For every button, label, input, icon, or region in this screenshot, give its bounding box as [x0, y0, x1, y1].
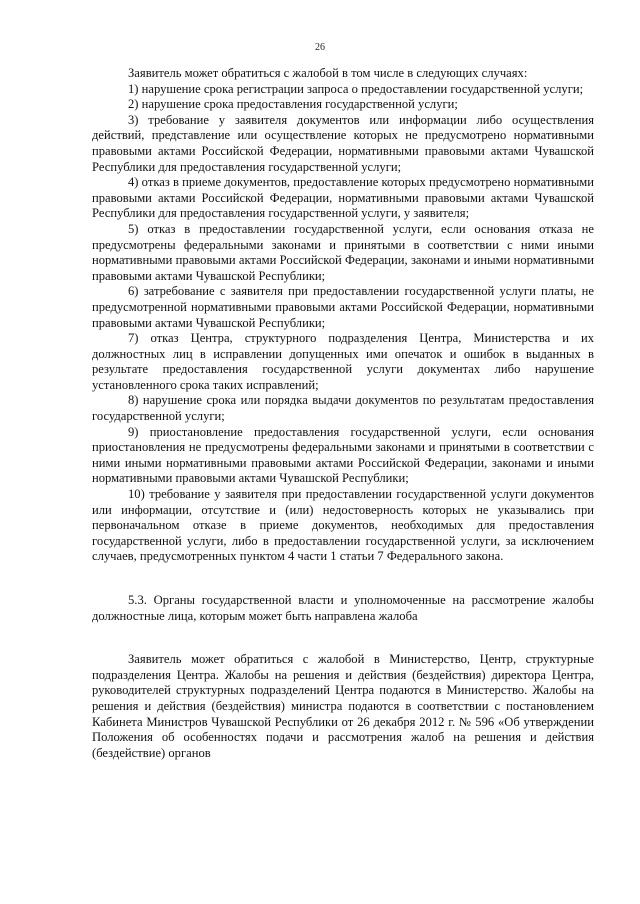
- document-body: [92, 66, 594, 761]
- list-item-4: 4) отказ в приеме документов, предоставление которых предусмотрено нормативными правовыми актами Российской Федерации, нормативными правовыми актами Чувашской Республики для предоставления государственной услуги, у заявителя;: [92, 175, 594, 221]
- intro-paragraph: Заявитель может обратиться с жалобой в том числе в следующих случаях:: [128, 66, 528, 80]
- list-item-6: 6) затребование с заявителя при предоставлении государственной услуги платы, не предусмотренной нормативными правовыми актами Российской Федерации, нормативными правовыми актами Чувашской Республики;: [92, 284, 594, 330]
- list-item-5: 5) отказ в предоставлении государственной услуги, если основания отказа не предусмотрены федеральными законами и принятыми в соответствии с ними иными нормативными правовыми актами Российской Федерации, законами и иными нормативными правовыми актами Чувашской Республики;: [92, 221, 594, 283]
- section-heading: 5.3. Органы государственной власти и уполномоченные на рассмотрение жалобы должностные лица, которым может быть направлена жалоба: [92, 593, 594, 623]
- list-item-10: 10) требование у заявителя при предоставлении государственной услуги документов или информации, отсутствие и (или) недостоверность которых не указывались при первоначальном отказе в приеме документов, необходимых для предоставления государственной услуги, либо в предоставлении государственной услуги, за исключением случаев, предусмотренных пунктом 4 части 1 статьи 7 Федерального закона.: [92, 487, 594, 564]
- list-item-9: 9) приостановление предоставления государственной услуги, если основания приостановления не предусмотрены федеральными законами и принятыми в соответствии с ними иными нормативными правовыми актами Российской Федерации, законами и иными нормативными правовыми актами Чувашской Республики;: [92, 424, 594, 486]
- list-item-7: 7) отказ Центра, структурного подразделения Центра, Министерства и их должностных лиц в исправлении допущенных ими опечаток и ошибок в выданных в результате предоставления государственной услуги документах либо нарушение установленного срока таких исправлений;: [92, 331, 594, 392]
- list-item-1: 1) нарушение срока регистрации запроса о предоставлении государственной услуги;: [128, 81, 584, 96]
- list-item-2: 2) нарушение срока предоставления государственной услуги;: [128, 97, 458, 112]
- list-item-8: 8) нарушение срока или порядка выдачи документов по результатам предоставления государственной услуги;: [92, 393, 594, 424]
- page-number: 26: [315, 42, 325, 53]
- closing-paragraph: Заявитель может обратиться с жалобой в Министерство, Центр, структурные подразделения Центра. Жалобы на решения и действия (бездействия) директора Центра, руководителей структурных подразделений Центра подаются в Министерство. Жалобы на решения и действия (бездействия) министра подаются в соответствии с постановлением Кабинета Министров Чувашской Республики от 26 декабря 2012 г. № 596 «Об утверждении Положения об особенностях подачи и рассмотрения жалоб на решения и действия (бездействие) органов: [92, 652, 594, 760]
- list-item-3: 3) требование у заявителя документов или информации либо осуществления действий, представление или осуществление которых не предусмотрено нормативными правовыми актами Российской Федерации, нормативными правовыми актами Чувашской Республики для предоставления государственной услуги;: [92, 112, 594, 174]
